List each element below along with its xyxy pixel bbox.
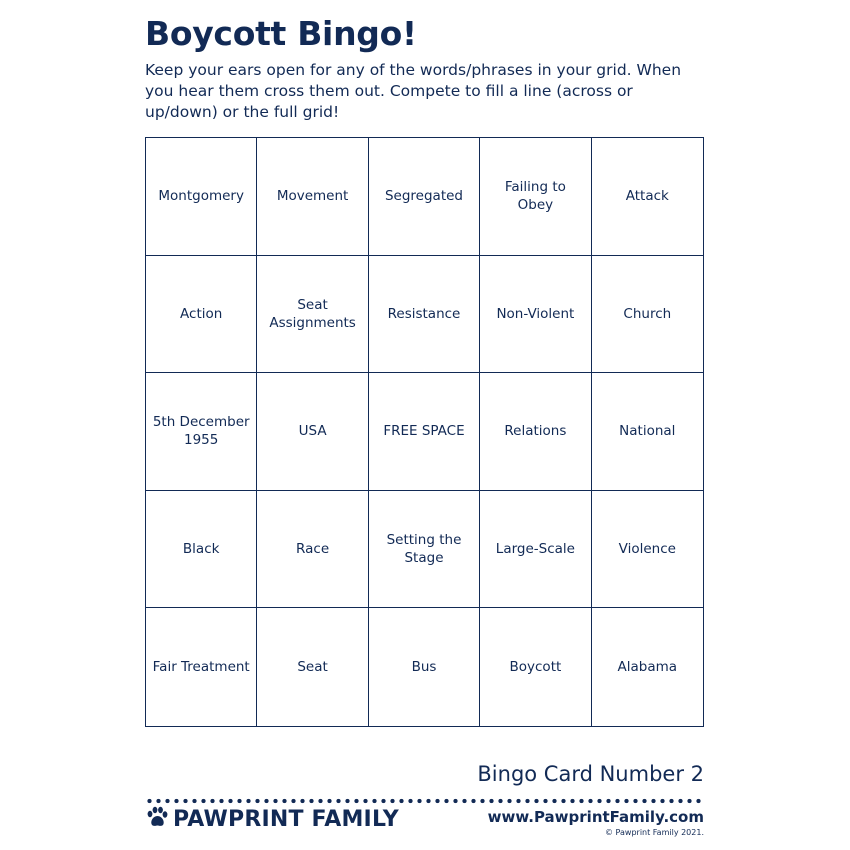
bingo-cell[interactable]: USA [257, 373, 368, 491]
bingo-cell[interactable]: 5th December 1955 [146, 373, 257, 491]
bingo-cell[interactable]: Non-Violent [480, 256, 591, 374]
bingo-cell[interactable]: Relations [480, 373, 591, 491]
bingo-cell[interactable]: Boycott [480, 608, 591, 726]
bingo-cell[interactable]: Attack [592, 138, 703, 256]
bingo-cell[interactable]: National [592, 373, 703, 491]
paw-print-icon [145, 806, 169, 832]
instructions-text: Keep your ears open for any of the words/phrases in your grid. When you hear them cross them out. Compete to fill a line (across or up/down) or the full grid! [145, 61, 682, 121]
card-number-label: Bingo Card Number 2 [477, 762, 704, 786]
bingo-cell[interactable]: Montgomery [146, 138, 257, 256]
website-link[interactable]: www.PawprintFamily.com [487, 808, 704, 826]
bingo-cell[interactable]: Alabama [617, 659, 678, 676]
bingo-cell[interactable]: Black [146, 491, 257, 609]
page-title: Boycott Bingo! [145, 14, 417, 53]
bingo-cell[interactable]: Resistance [369, 256, 480, 374]
bingo-cell[interactable]: Action [146, 256, 257, 374]
bingo-cell[interactable]: Movement [257, 138, 368, 256]
bingo-cell[interactable]: Failing to Obey [480, 138, 591, 256]
bingo-cell[interactable]: Large-Scale [480, 491, 591, 609]
bingo-cell[interactable]: Violence [592, 491, 703, 609]
dotted-divider [145, 798, 705, 804]
bingo-grid [145, 137, 704, 727]
brand-logo [145, 806, 399, 832]
copyright-text: © Pawprint Family 2021. [605, 828, 704, 837]
bingo-cell[interactable]: FREE SPACE [369, 373, 480, 491]
bingo-cell[interactable]: Race [257, 491, 368, 609]
bingo-cell[interactable]: Church [592, 256, 703, 374]
bingo-cell[interactable]: Fair Treatment [146, 608, 257, 726]
bingo-cell[interactable]: Seat [257, 608, 368, 726]
brand-name: PAWPRINT FAMILY [173, 806, 399, 832]
bingo-cell[interactable]: Seat Assignments [257, 256, 368, 374]
bingo-cell[interactable]: Setting the Stage [369, 491, 480, 609]
bingo-cell[interactable]: Bus [369, 608, 480, 726]
bingo-cell[interactable]: Segregated [369, 138, 480, 256]
